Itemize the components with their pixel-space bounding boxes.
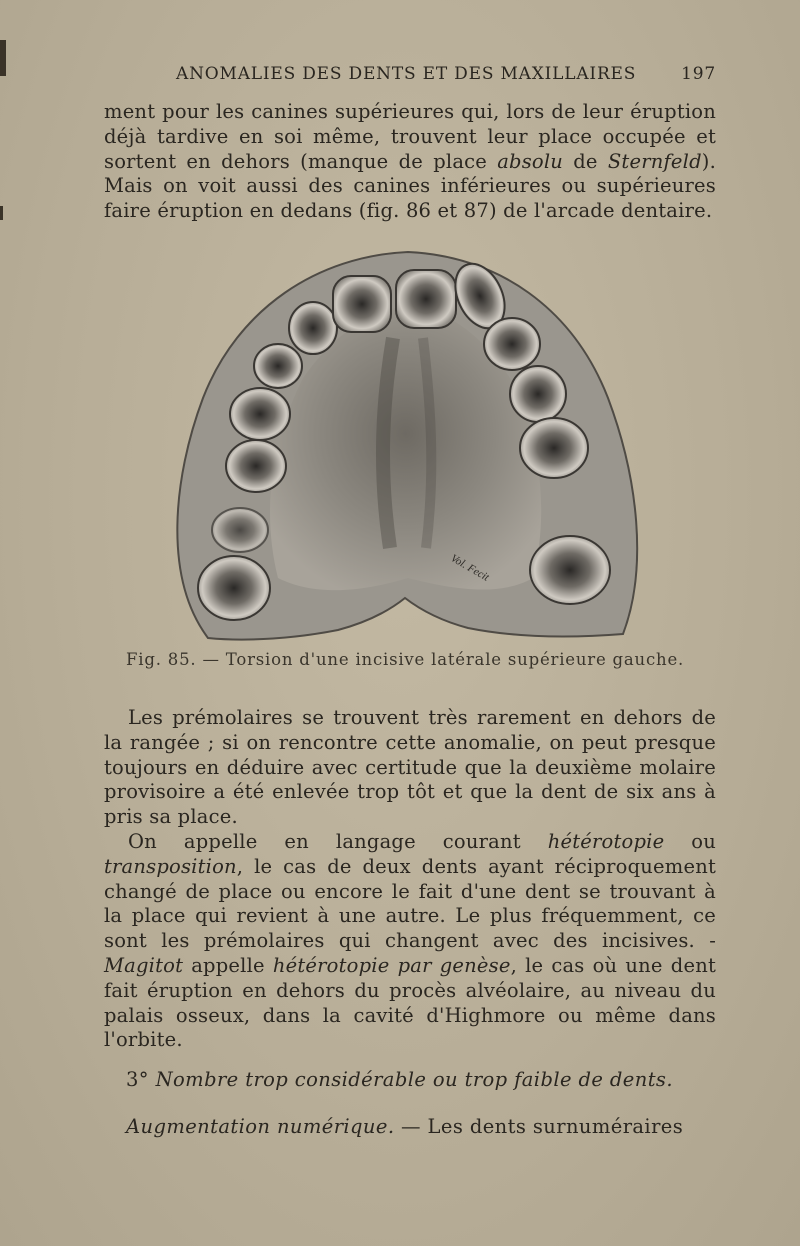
section-heading [126, 1068, 726, 1091]
subsection-text: — Les dents surnuméraires [394, 1115, 684, 1138]
section-title: Nombre trop considérable ou trop faible de dents. [155, 1068, 673, 1091]
para3-italic-transposition: transposition [104, 854, 237, 878]
para3-mid2: , le cas de deux dents ayant réciproquement changé de place ou encore le fait d'une dent se trouvant à la place qui revient à une autre. Le plus fréquemment, ce sont les prémolaires qui changent avec des incisives. - [104, 854, 716, 953]
para1-text: ment pour les canines supérieures qui, lors de leur éruption déjà tardive en soi même, trouvent leur place occupée et sortent en dehors (manque de place [104, 100, 716, 173]
running-title: ANOMALIES DES DENTS ET DES MAXILLAIRES [176, 64, 637, 84]
running-head [176, 64, 716, 84]
subsection-title: Augmentation numérique. [126, 1115, 395, 1138]
para3-italic-magitot: Magitot [104, 953, 184, 977]
paragraph-heterotopie [104, 830, 716, 1053]
dental-arch-illustration [168, 248, 642, 644]
para3-end: , le cas où une dent fait éruption en dehors du procès alvéolaire, au niveau du palais osseux, dans la cavité d'Highmore ou même dans l'orbite. [104, 953, 716, 1052]
para1-italic-absolu: absolu [497, 149, 564, 173]
para1-end: ). Mais on voit aussi des canines inférieures ou supérieures faire éruption en dedans (fig. 86 et 87) de l'arcade dentaire. [104, 149, 716, 223]
paragraph-premolaires [104, 706, 716, 830]
para1-mid: de [563, 149, 608, 173]
engraver-signature: Vol. Fecit [448, 552, 492, 584]
section-number: 3° [126, 1068, 149, 1091]
paragraph-canines [104, 100, 716, 224]
dental-arch-figure [168, 248, 642, 644]
para3-mid3: appelle [183, 953, 273, 977]
binding-edge-mark [0, 206, 3, 220]
binding-edge-mark [0, 40, 6, 76]
subsection-line [126, 1115, 716, 1138]
para3-start: On appelle en langage courant [128, 830, 548, 853]
figure-caption: Fig. 85. — Torsion d'une incisive latérale supérieure gauche. [126, 650, 685, 669]
para3-mid1: ou [664, 830, 716, 853]
para1-italic-sternfeld: Sternfeld [607, 149, 702, 173]
para2-text: Les prémolaires se trouvent très rarement en dehors de la rangée ; si on rencontre cette anomalie, on peut presque toujours en déduire avec certitude que la deuxième molaire provisoire a été enlevée trop tôt et que la dent de six ans à pris sa place. [104, 706, 716, 829]
para3-italic-heterotopie: hétérotopie [547, 830, 665, 853]
para3-italic-heterotopie-genese: hétérotopie par genèse [272, 953, 511, 977]
page-number: 197 [681, 64, 716, 84]
